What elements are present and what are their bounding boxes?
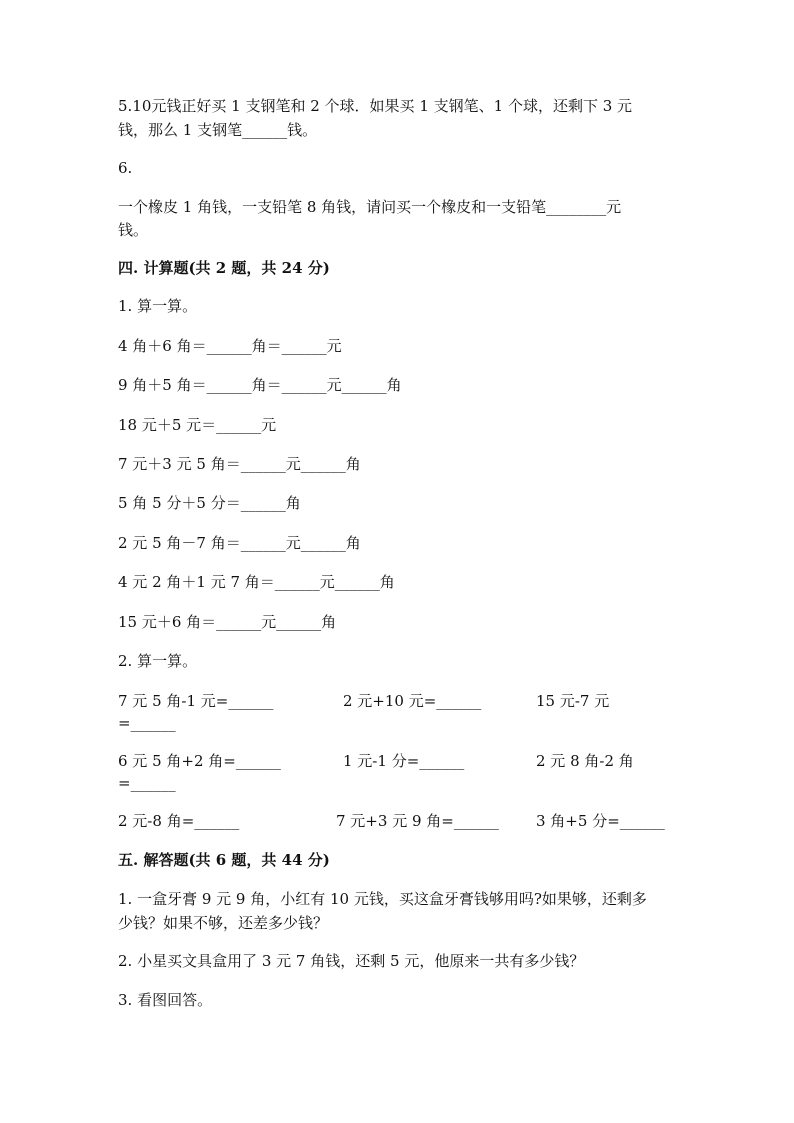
q6-line-1: 一个橡皮 1 角钱，一支铅笔 8 角钱，请问买一个橡皮和一支铅笔________元	[118, 198, 622, 216]
calc-cell: 7 元+3 元 9 角=______	[336, 812, 499, 830]
calc-cell: 2 元-8 角=______	[118, 812, 240, 830]
section-4-q2-title: 2. 算一算。	[118, 652, 198, 670]
section-4-heading: 四. 计算题(共 2 题，共 24 分)	[118, 259, 330, 277]
calc-item: 15 元＋6 角＝______元______角	[118, 613, 337, 631]
q6-line-2: 钱。	[118, 221, 149, 239]
calc-cell: 6 元 5 角+2 角=______	[118, 752, 281, 770]
calc-cell: 2 元 8 角-2 角	[536, 752, 634, 770]
calc-item: 4 元 2 角＋1 元 7 角＝______元______角	[118, 573, 395, 591]
s5-q2: 2. 小星买文具盒用了 3 元 7 角钱，还剩 5 元，他原来一共有多少钱？	[118, 952, 585, 970]
s5-q3: 3. 看图回答。	[118, 991, 213, 1009]
calc-item: 7 元＋3 元 5 角＝______元______角	[118, 455, 361, 473]
calc-item: 18 元＋5 元＝______元	[118, 416, 277, 434]
calc-cell: 2 元+10 元=______	[343, 692, 482, 710]
q5-line-1: 5.10元钱正好买 1 支钢笔和 2 个球．如果买 1 支钢笔、1 个球，还剩下 3 元	[118, 97, 633, 115]
calc-cell: 3 角+5 分=______	[536, 812, 665, 830]
calc-item: 4 角＋6 角＝______角＝______元	[118, 337, 342, 355]
section-5-heading: 五. 解答题(共 6 题，共 44 分)	[118, 851, 330, 869]
section-4-q1-title: 1. 算一算。	[118, 297, 198, 315]
calc-cell: 1 元-1 分=______	[343, 752, 465, 770]
q6-number: 6.	[118, 159, 133, 177]
calc-cell: =______	[118, 714, 176, 732]
calc-cell: 7 元 5 角-1 元=______	[118, 692, 274, 710]
calc-item: 2 元 5 角－7 角＝______元______角	[118, 534, 361, 552]
calc-item: 9 角＋5 角＝______角＝______元______角	[118, 376, 402, 394]
s5-q1-line-1: 1. 一盒牙膏 9 元 9 角，小红有 10 元钱，买这盒牙膏钱够用吗?如果够，还剩多	[118, 890, 647, 908]
calc-cell: 15 元-7 元	[536, 692, 610, 710]
calc-cell: =______	[118, 774, 176, 792]
calc-item: 5 角 5 分＋5 分＝______角	[118, 494, 301, 512]
s5-q1-line-2: 少钱？如果不够，还差多少钱？	[118, 914, 329, 932]
q5-line-2: 钱，那么 1 支钢笔______钱。	[118, 121, 318, 139]
